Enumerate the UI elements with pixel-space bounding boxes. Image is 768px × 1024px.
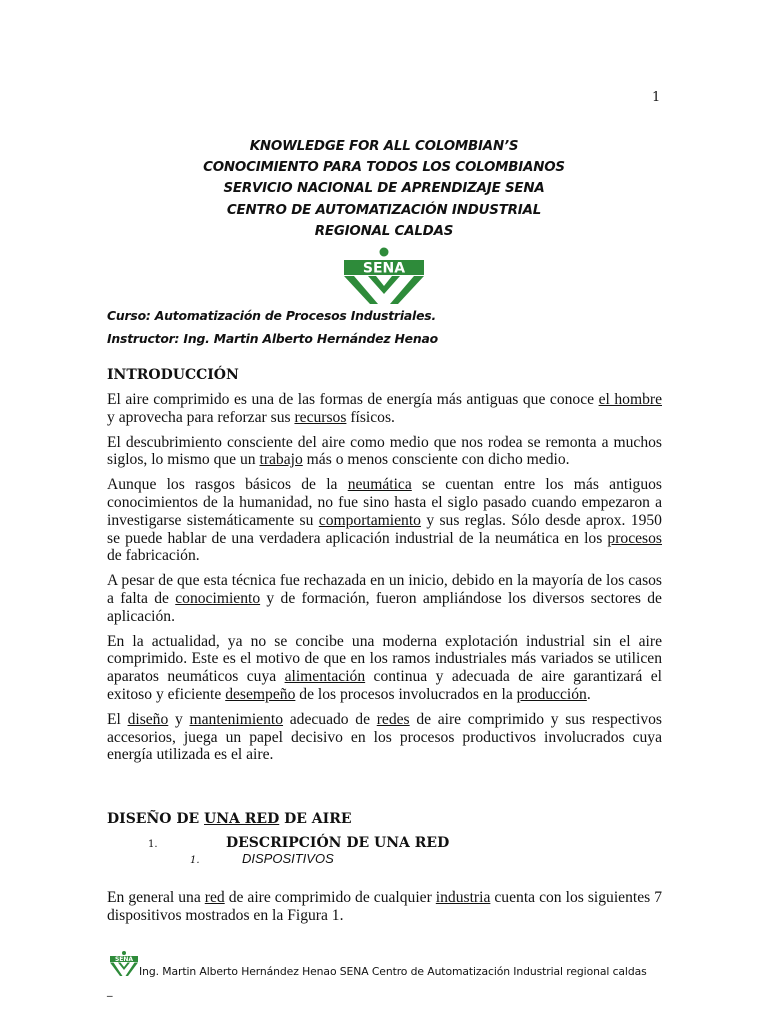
link-comportamiento[interactable]: comportamiento [318,511,421,529]
intro-paragraph-2 [107,434,662,470]
course-name: Curso: Automatización de Procesos Industriales. [107,308,436,323]
instructor-name: Instructor: Ing. Martin Alberto Hernández Henao [107,331,438,346]
footer-sena-logo [108,950,140,980]
page-number: 1 [652,90,661,105]
text-run: de aire comprimido de cualquier [224,889,436,906]
intro-paragraph-6 [107,711,662,764]
list-item [148,835,449,851]
course-info [107,304,438,350]
link-recursos[interactable]: recursos [294,408,347,426]
header-line-3: SERVICIO NACIONAL DE APRENDIZAJE SENA [223,181,545,197]
link-industria[interactable]: industria [435,889,491,906]
sena-logo [338,246,430,306]
text-run: y aprovecha para reforzar sus [107,408,295,426]
link-procesos[interactable]: procesos [607,529,662,547]
text-run: físicos. [346,408,395,426]
intro-paragraph-3 [107,476,662,565]
sena-logo-text: SENA [362,260,406,277]
intro-paragraph-5 [107,633,662,704]
subheading-descripcion: DESCRIPCIÓN DE UNA RED [226,835,450,851]
text-run: adecuado de [283,710,377,728]
text-run: cuenta con los siguientes 7 dispositivos mostrados en la Figura 1. [107,889,662,924]
text-run: DE AIRE [279,811,352,827]
text-run: El aire comprimido es una de las formas de energía más antiguas que conoce [107,391,599,408]
text-run: El descubrimiento consciente del aire como medio que nos rodea se remonta a muchos siglos, lo mismo que un [107,433,662,469]
subheading-dispositivos: DISPOSITIVOS [242,851,334,866]
text-run: se cuentan entre los más antiguos conocimientos de la humanidad, no fue sino hasta el siglo pasado cuando empezaron a investigarse sistemáticamente su [107,476,662,529]
text-run: DISEÑO DE [107,811,205,827]
text-run: y sus reglas. Sólo desde aprox. 1950 se puede hablar de una verdadera aplicación industrial de la neumática en los [107,511,662,547]
text-run: continua y adecuada de aire garantizará el exitoso y eficiente [107,668,662,703]
header-line-4: CENTRO DE AUTOMATIZACIÓN INDUSTRIAL [226,202,542,218]
list-item [148,851,449,866]
numbered-list [148,835,449,866]
footer-text: Ing. Martin Alberto Hernández Henao SENA Centro de Automatización Industrial regional caldas [139,965,647,978]
text-run: y [168,710,190,728]
text-run: A pesar de que esta técnica fue rechazada en un inicio, debido en la mayoría de los casos a falta de [107,572,662,607]
footer-rule: _ [107,984,113,997]
link-diseno[interactable]: diseño [127,710,169,728]
text-run: En general una [107,889,205,906]
intro-paragraph-1 [107,391,662,427]
final-paragraph [107,889,662,925]
text-run: y de formación, fueron ampliándose los diversos sectores de aplicación. [107,589,662,625]
link-neumatica[interactable]: neumática [347,476,412,494]
intro-heading: INTRODUCCIÓN [107,367,239,383]
link-desempeno[interactable]: desempeño [225,685,296,703]
intro-paragraph-4 [107,572,662,625]
list-number: 1. [190,855,200,866]
list-number: 1. [148,839,158,850]
document-header [0,136,768,242]
text-run: Aunque los rasgos básicos de la [107,476,348,494]
footer-logo-text: SENA [114,956,134,963]
text-run: más o menos consciente con dicho medio. [302,451,570,469]
text-run: El [107,710,128,728]
text-run: En la actualidad, ya no se concibe una moderna explotación industrial sin el aire comprimido. Este es el motivo de que en los ramos industriales más variados se utilicen aparatos neumáticos cuya [107,632,662,686]
link-alimentacion[interactable]: alimentación [284,668,366,686]
intro-body [107,391,662,771]
link-red[interactable]: red [204,889,225,906]
link-redes[interactable]: redes [376,710,410,728]
link-mantenimiento[interactable]: mantenimiento [189,710,284,728]
text-run: . [586,685,591,703]
link-hombre[interactable]: el hombre [598,391,662,408]
header-line-5: REGIONAL CALDAS [314,223,454,239]
text-run: de los procesos involucrados en la [295,685,517,703]
link-una-red[interactable]: UNA RED [204,811,280,827]
link-produccion[interactable]: producción [516,685,587,703]
text-run: de fabricación. [107,547,200,565]
link-conocimiento[interactable]: conocimiento [175,589,261,607]
header-line-1: KNOWLEDGE FOR ALL COLOMBIAN’S [249,139,519,154]
text-run: de aire comprimido y sus respectivos accesorios, juega un papel decisivo en los procesos productivos involucrados cuya energía utilizada es el aire. [107,710,662,764]
link-trabajo[interactable]: trabajo [259,451,303,469]
section-heading-diseno [107,811,352,827]
header-line-2: CONOCIMIENTO PARA TODOS LOS COLOMBIANOS [203,160,565,176]
